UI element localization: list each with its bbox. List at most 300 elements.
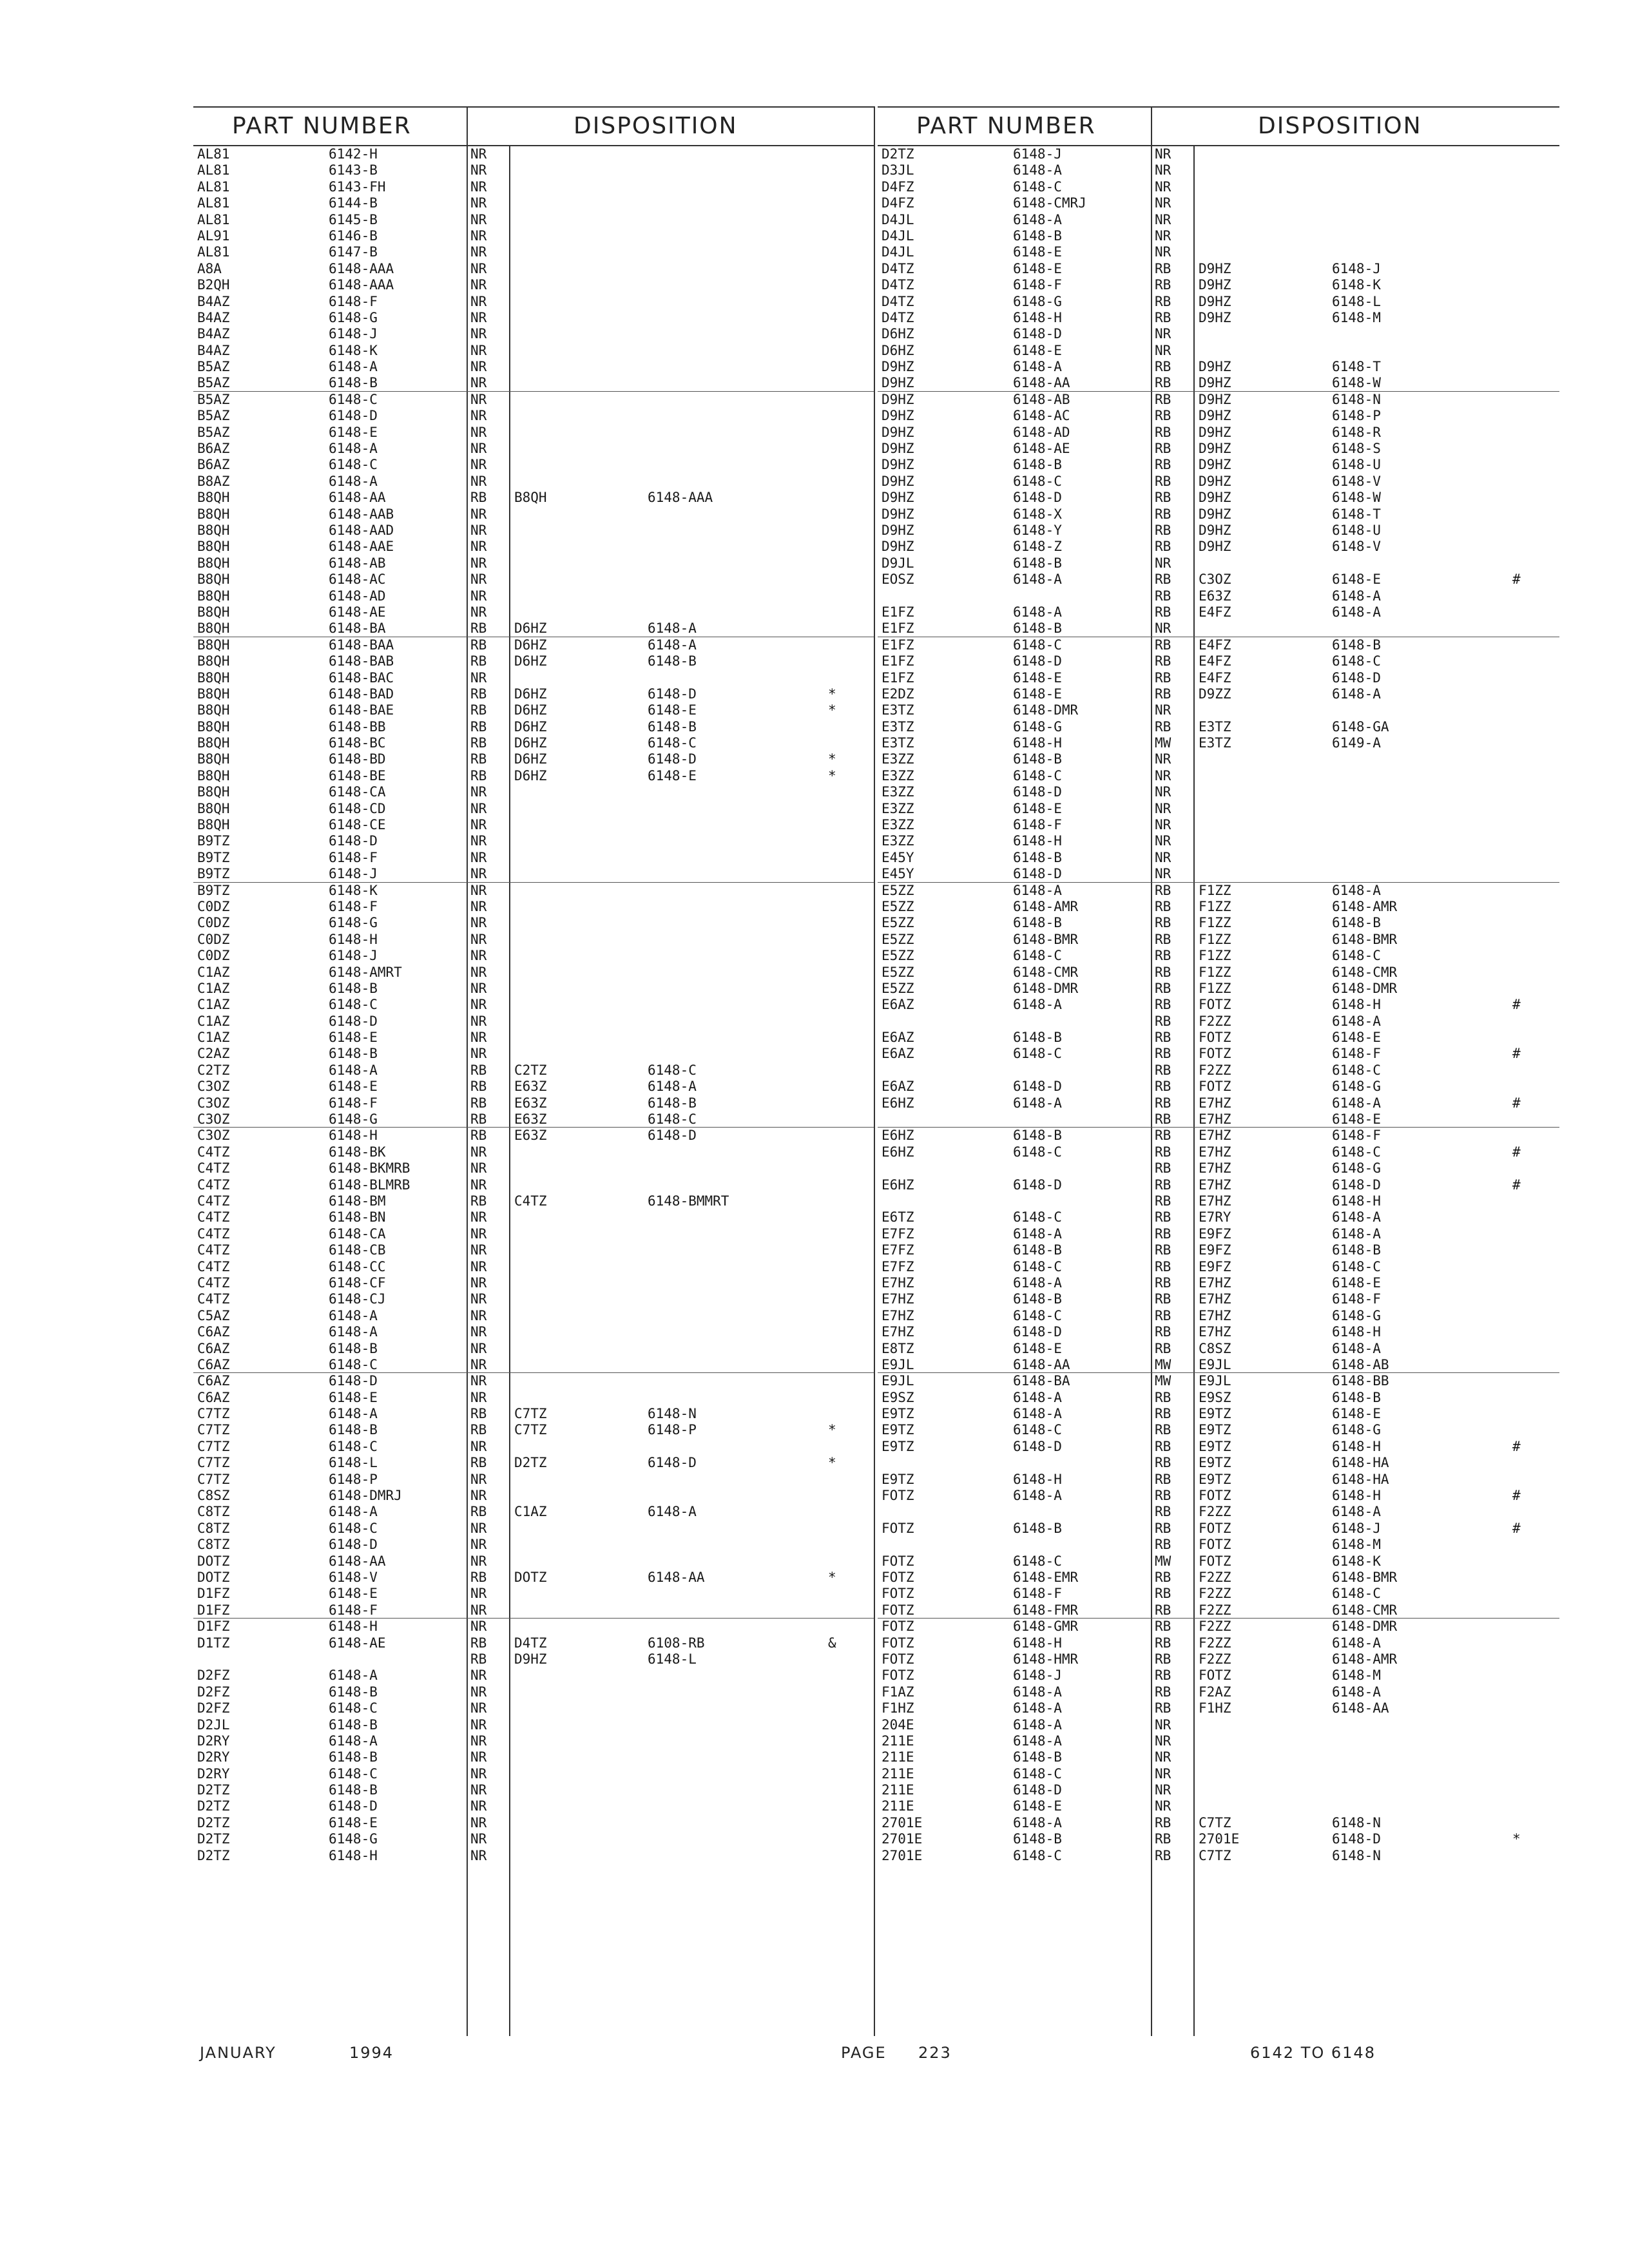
disposition-code: RB [470, 1062, 487, 1078]
table-row [878, 1275, 1559, 1291]
part-prefix: D2FZ [197, 1684, 230, 1700]
new-part-prefix: E9JL [1199, 1373, 1231, 1389]
part-suffix: 6148-B [1013, 1030, 1062, 1046]
new-part-suffix: 6148-P [1332, 408, 1381, 424]
part-suffix: 6148-C [329, 997, 378, 1013]
part-suffix: 6148-DMR [1013, 980, 1079, 996]
part-suffix: 6148-K [329, 882, 378, 898]
part-suffix: 6148-D [329, 1798, 378, 1814]
new-part-prefix: F2ZZ [1199, 1569, 1231, 1585]
new-part-suffix: 6148-H [1332, 1488, 1381, 1504]
part-suffix: 6143-FH [329, 178, 386, 195]
table-row [878, 1553, 1559, 1570]
part-prefix: D9HZ [882, 441, 914, 457]
new-part-suffix: 6148-C [1332, 948, 1381, 964]
part-suffix: 6148-J [329, 326, 378, 342]
new-part-prefix: FOTZ [1199, 1079, 1231, 1095]
part-prefix: FOTZ [882, 1651, 914, 1667]
new-part-prefix: E7HZ [1199, 1144, 1231, 1160]
part-prefix: D9HZ [882, 375, 914, 391]
new-part-prefix: F1ZZ [1199, 964, 1231, 980]
part-prefix: C4TZ [197, 1274, 230, 1291]
disposition-code: NR [470, 1471, 487, 1487]
table-row [193, 261, 875, 277]
note-mark: # [1512, 1438, 1521, 1454]
part-suffix: 6148-HMR [1013, 1651, 1079, 1667]
disposition-code: NR [470, 1274, 487, 1291]
part-suffix: 6148-C [1013, 1144, 1062, 1160]
part-suffix: 6148-CB [329, 1242, 386, 1258]
part-prefix: C7TZ [197, 1438, 230, 1454]
new-part-suffix: 6148-E [648, 767, 697, 783]
part-suffix: 6148-C [1013, 1258, 1062, 1274]
disposition-code: RB [1155, 490, 1171, 506]
table-row [878, 1831, 1559, 1847]
table-row [878, 735, 1559, 751]
part-suffix: 6148-A [1013, 1488, 1062, 1504]
disposition-code: RB [1155, 1030, 1171, 1046]
table-row [193, 1242, 875, 1258]
new-part-suffix: 6148-G [1332, 1307, 1381, 1323]
table-row [193, 179, 875, 195]
table-row [878, 719, 1559, 735]
part-suffix: 6148-E [329, 1389, 378, 1405]
part-prefix: D1TZ [197, 1635, 230, 1651]
disposition-code: RB [1155, 1586, 1171, 1602]
disposition-code: NR [1155, 767, 1171, 783]
table-row [193, 146, 875, 162]
part-prefix: C1AZ [197, 980, 230, 996]
table-row [878, 244, 1559, 260]
new-part-suffix: 6148-A [1332, 686, 1381, 702]
table-row [193, 1308, 875, 1324]
table-row [878, 1193, 1559, 1209]
part-prefix: DOTZ [197, 1569, 230, 1585]
table-row [193, 1798, 875, 1814]
disposition-code: NR [1155, 866, 1171, 882]
table-row [878, 1717, 1559, 1733]
table-row [878, 1488, 1559, 1504]
new-part-prefix: E9TZ [1199, 1422, 1231, 1438]
part-suffix: 6148-F [1013, 1586, 1062, 1602]
part-suffix: 6148-BAB [329, 653, 394, 669]
part-prefix: B9TZ [197, 882, 230, 898]
table-row [878, 1308, 1559, 1324]
part-suffix: 6148-E [1013, 1340, 1062, 1356]
new-part-prefix: D9HZ [1199, 277, 1231, 293]
table-row [193, 1291, 875, 1307]
part-prefix: D2TZ [197, 1782, 230, 1798]
disposition-code: NR [470, 1847, 487, 1863]
part-prefix: E7FZ [882, 1258, 914, 1274]
new-part-suffix: 6148-H [1332, 1193, 1381, 1209]
part-suffix: 6148-B [1013, 1831, 1062, 1847]
part-prefix: C4TZ [197, 1209, 230, 1225]
new-part-suffix: 6148-A [1332, 604, 1381, 620]
disposition-code: RB [1155, 1144, 1171, 1160]
disposition-code: NR [1155, 178, 1171, 195]
new-part-suffix: 6148-D [648, 1455, 697, 1471]
table-row [193, 1504, 875, 1520]
part-prefix: E5ZZ [882, 931, 914, 947]
part-suffix: 6148-E [1013, 669, 1062, 686]
part-suffix: 6148-A [1013, 1406, 1062, 1422]
disposition-code: RB [470, 1406, 487, 1422]
disposition-code: RB [1155, 441, 1171, 457]
new-part-prefix: E9TZ [1199, 1455, 1231, 1471]
new-part-prefix: E9SZ [1199, 1389, 1231, 1405]
disposition-code: NR [470, 1144, 487, 1160]
disposition-code: NR [1155, 1798, 1171, 1814]
part-suffix: 6148-B [329, 1684, 378, 1700]
part-prefix: E7HZ [882, 1274, 914, 1291]
part-suffix: 6148-CC [329, 1258, 386, 1274]
disposition-code: MW [1155, 1373, 1171, 1389]
table-row [193, 294, 875, 310]
disposition-code: RB [1155, 669, 1171, 686]
new-part-prefix: D6HZ [514, 653, 547, 669]
part-prefix: C6AZ [197, 1389, 230, 1405]
part-prefix: B4AZ [197, 309, 230, 325]
part-prefix: 2701E [882, 1831, 923, 1847]
part-suffix: 6148-B [329, 1340, 378, 1356]
table-row [878, 1798, 1559, 1814]
new-part-prefix: F1ZZ [1199, 915, 1231, 931]
new-part-suffix: 6108-RB [648, 1635, 705, 1651]
table-row [878, 997, 1559, 1013]
part-suffix: 6148-A [329, 473, 378, 489]
table-row [878, 1242, 1559, 1258]
disposition-code: NR [1155, 702, 1171, 718]
part-suffix: 6148-D [1013, 653, 1062, 669]
part-suffix: 6148-F [329, 293, 378, 309]
new-part-prefix: C8SZ [1199, 1340, 1231, 1356]
new-part-suffix: 6148-DMR [1332, 980, 1398, 996]
new-part-prefix: E9TZ [1199, 1471, 1231, 1487]
note-mark: * [828, 1569, 836, 1585]
disposition-code: RB [1155, 1619, 1171, 1635]
footer-month: JANUARY [200, 2044, 276, 2062]
part-prefix: C4TZ [197, 1258, 230, 1274]
disposition-code: NR [470, 1684, 487, 1700]
disposition-code: NR [470, 1160, 487, 1177]
new-part-suffix: 6148-D [1332, 1177, 1381, 1193]
new-part-suffix: 6148-T [1332, 506, 1381, 522]
table-row [878, 1144, 1559, 1160]
new-part-prefix: C3OZ [1199, 572, 1231, 588]
part-suffix: 6146-B [329, 227, 378, 244]
disposition-code: NR [470, 342, 487, 358]
new-part-suffix: 6148-C [1332, 1062, 1381, 1078]
disposition-code: NR [1155, 784, 1171, 800]
table-row [878, 425, 1559, 441]
part-suffix: 6148-AC [1013, 408, 1070, 424]
table-row [193, 1570, 875, 1586]
part-prefix: D3JL [882, 162, 914, 178]
part-prefix: E5ZZ [882, 980, 914, 996]
new-part-prefix: D9HZ [1199, 408, 1231, 424]
part-suffix: 6148-A [1013, 1814, 1062, 1831]
part-suffix: 6148-B [1013, 849, 1062, 865]
table-row [878, 441, 1559, 457]
table-row [878, 146, 1559, 162]
new-part-suffix: 6148-L [1332, 293, 1381, 309]
disposition-code: NR [470, 1814, 487, 1831]
disposition-code: RB [1155, 588, 1171, 604]
table-row [878, 932, 1559, 948]
table-row [878, 1030, 1559, 1046]
part-prefix: B8QH [197, 686, 230, 702]
disposition-code: MW [1155, 735, 1171, 751]
disposition-code: RB [1155, 1471, 1171, 1487]
disposition-code: NR [470, 898, 487, 914]
disposition-code: NR [470, 162, 487, 178]
disposition-code: RB [1155, 506, 1171, 522]
table-row [878, 1684, 1559, 1700]
part-prefix: AL91 [197, 227, 230, 244]
disposition-code: RB [1155, 1209, 1171, 1225]
disposition-code: RB [1155, 931, 1171, 947]
new-part-prefix: F1ZZ [1199, 931, 1231, 947]
new-part-prefix: F2ZZ [1199, 1586, 1231, 1602]
disposition-code: NR [470, 1307, 487, 1323]
part-prefix: D1FZ [197, 1602, 230, 1618]
disposition-code: NR [470, 277, 487, 293]
table-row [193, 1635, 875, 1651]
new-part-prefix: FOTZ [1199, 1520, 1231, 1536]
part-suffix: 6148-A [1013, 1733, 1062, 1749]
table-row [878, 506, 1559, 523]
new-part-suffix: 6148-A [648, 1079, 697, 1095]
disposition-code: NR [470, 211, 487, 227]
part-prefix: E5ZZ [882, 882, 914, 898]
disposition-code: RB [1155, 1602, 1171, 1618]
note-mark: # [1512, 572, 1521, 588]
new-part-suffix: 6148-A [1332, 1340, 1381, 1356]
part-suffix: 6148-C [1013, 473, 1062, 489]
new-part-prefix: F2AZ [1199, 1684, 1231, 1700]
disposition-code: NR [470, 980, 487, 996]
table-row [878, 1160, 1559, 1177]
part-prefix: B5AZ [197, 359, 230, 375]
table-row [193, 1831, 875, 1847]
table-row [878, 1128, 1559, 1144]
table-row [878, 1472, 1559, 1488]
disposition-code: NR [470, 572, 487, 588]
part-suffix: 6148-D [329, 408, 378, 424]
table-row [193, 1014, 875, 1030]
disposition-code: RB [1155, 1160, 1171, 1177]
disposition-code: NR [470, 441, 487, 457]
new-part-suffix: 6148-DMR [1332, 1619, 1398, 1635]
part-number-header: PART NUMBER [232, 113, 412, 139]
part-suffix: 6148-FMR [1013, 1602, 1079, 1618]
table-row [878, 212, 1559, 228]
part-suffix: 6148-A [1013, 1389, 1062, 1405]
part-prefix: E3TZ [882, 735, 914, 751]
part-prefix: E45Y [882, 866, 914, 882]
disposition-code: RB [470, 653, 487, 669]
disposition-code: NR [470, 1324, 487, 1340]
part-suffix: 6148-D [1013, 490, 1062, 506]
table-row [193, 866, 875, 882]
table-row [193, 162, 875, 178]
table-row [193, 1209, 875, 1225]
part-prefix: C6AZ [197, 1340, 230, 1356]
disposition-code: NR [470, 997, 487, 1013]
disposition-code: NR [470, 195, 487, 211]
new-part-suffix: 6148-E [1332, 1030, 1381, 1046]
table-row [193, 441, 875, 457]
table-row [878, 588, 1559, 604]
part-prefix: FOTZ [882, 1667, 914, 1684]
part-suffix: 6148-C [1013, 1422, 1062, 1438]
part-suffix: 6148-CA [329, 1225, 386, 1242]
disposition-code: RB [1155, 1438, 1171, 1454]
new-part-suffix: 6148-B [1332, 915, 1381, 931]
disposition-code: NR [1155, 195, 1171, 211]
part-suffix: 6148-G [329, 1111, 378, 1128]
part-suffix: 6148-B [1013, 751, 1062, 767]
part-prefix: E3ZZ [882, 833, 914, 849]
part-prefix: B4AZ [197, 342, 230, 358]
new-part-prefix: D9ZZ [1199, 686, 1231, 702]
table-row [878, 1324, 1559, 1340]
part-suffix: 6148-J [329, 948, 378, 964]
new-part-prefix: E4FZ [1199, 604, 1231, 620]
part-prefix: C1AZ [197, 1030, 230, 1046]
part-prefix: 2701E [882, 1847, 923, 1863]
part-prefix: B8QH [197, 506, 230, 522]
part-suffix: 6148-BB [329, 718, 386, 735]
part-prefix: B8QH [197, 653, 230, 669]
new-part-prefix: E63Z [514, 1111, 547, 1128]
disposition-code: RB [470, 1455, 487, 1471]
table-row [193, 1062, 875, 1079]
disposition-code: RB [1155, 408, 1171, 424]
disposition-code: NR [470, 1046, 487, 1062]
table-row [878, 1095, 1559, 1111]
new-part-prefix: F1ZZ [1199, 948, 1231, 964]
part-suffix: 6148-D [1013, 866, 1062, 882]
part-prefix: C1AZ [197, 1013, 230, 1029]
part-prefix: B8QH [197, 817, 230, 833]
disposition-code: RB [1155, 1847, 1171, 1863]
new-part-suffix: 6148-C [1332, 1258, 1381, 1274]
part-suffix: 6148-A [1013, 997, 1062, 1013]
new-part-suffix: 6148-M [1332, 1537, 1381, 1553]
table-row [878, 1357, 1559, 1373]
table-row [193, 1651, 875, 1667]
table-row [878, 686, 1559, 702]
table-row [193, 735, 875, 751]
part-prefix: 204E [882, 1716, 914, 1733]
part-prefix: D9HZ [882, 391, 914, 407]
table-row [193, 1619, 875, 1635]
disposition-code: RB [1155, 1520, 1171, 1536]
table-row [193, 1717, 875, 1733]
part-suffix: 6148-AA [329, 1553, 386, 1569]
new-part-suffix: 6148-H [1332, 1438, 1381, 1454]
disposition-code: NR [470, 1716, 487, 1733]
part-suffix: 6148-E [1013, 1798, 1062, 1814]
disposition-code: RB [1155, 293, 1171, 309]
disposition-code: RB [470, 1095, 487, 1111]
part-prefix: AL81 [197, 178, 230, 195]
part-prefix: C4TZ [197, 1225, 230, 1242]
disposition-code: RB [1155, 1111, 1171, 1128]
new-part-prefix: F2ZZ [1199, 1062, 1231, 1078]
part-suffix: 6148-B [329, 1046, 378, 1062]
disposition-code: NR [470, 424, 487, 440]
part-prefix: B8QH [197, 800, 230, 816]
table-row [878, 981, 1559, 997]
part-suffix: 6148-BC [329, 735, 386, 751]
new-part-suffix: 6148-V [1332, 539, 1381, 555]
part-suffix: 6148-A [329, 441, 378, 457]
new-part-suffix: 6148-T [1332, 359, 1381, 375]
part-suffix: 6148-A [1013, 162, 1062, 178]
new-part-suffix: 6148-M [1332, 1667, 1381, 1684]
disposition-code: NR [470, 260, 487, 276]
part-prefix: E5ZZ [882, 964, 914, 980]
part-suffix: 6148-B [1013, 227, 1062, 244]
new-part-prefix: E7RY [1199, 1209, 1231, 1225]
table-row [193, 343, 875, 359]
table-row [878, 1014, 1559, 1030]
table-row [878, 1570, 1559, 1586]
part-suffix: 6148-C [329, 1700, 378, 1716]
part-prefix: E7HZ [882, 1324, 914, 1340]
part-prefix: D9HZ [882, 457, 914, 473]
part-suffix: 6148-AD [1013, 424, 1070, 440]
disposition-code: NR [470, 473, 487, 489]
part-suffix: 6148-G [1013, 718, 1062, 735]
disposition-code: NR [470, 309, 487, 325]
part-prefix: E45Y [882, 849, 914, 865]
part-prefix: D6HZ [882, 342, 914, 358]
part-prefix: C8TZ [197, 1537, 230, 1553]
disposition-code: RB [1155, 980, 1171, 996]
disposition-code: NR [470, 948, 487, 964]
part-prefix: D4TZ [882, 277, 914, 293]
new-part-suffix: 6148-F [1332, 1046, 1381, 1062]
table-row [878, 1341, 1559, 1357]
table-row [193, 539, 875, 555]
rows-left [193, 146, 875, 1864]
part-prefix: B8QH [197, 784, 230, 800]
part-suffix: 6148-CE [329, 817, 386, 833]
table-row [193, 833, 875, 849]
table-row [878, 310, 1559, 326]
part-prefix: B9TZ [197, 849, 230, 865]
table-row [193, 572, 875, 588]
new-part-prefix: B8QH [514, 490, 547, 506]
disposition-code: NR [470, 1013, 487, 1029]
table-row [878, 1700, 1559, 1716]
part-prefix: F1HZ [882, 1700, 914, 1716]
part-prefix: D9HZ [882, 506, 914, 522]
table-row [878, 1848, 1559, 1864]
disposition-code: NR [470, 1258, 487, 1274]
new-part-suffix: 6148-D [1332, 1831, 1381, 1847]
part-suffix: 6148-F [329, 1602, 378, 1618]
footer-range: 6142 TO 6148 [1250, 2044, 1376, 2062]
disposition-code: NR [470, 1537, 487, 1553]
disposition-code: NR [470, 882, 487, 898]
disposition-code: MW [1155, 1553, 1171, 1569]
new-part-suffix: 6148-N [1332, 1814, 1381, 1831]
